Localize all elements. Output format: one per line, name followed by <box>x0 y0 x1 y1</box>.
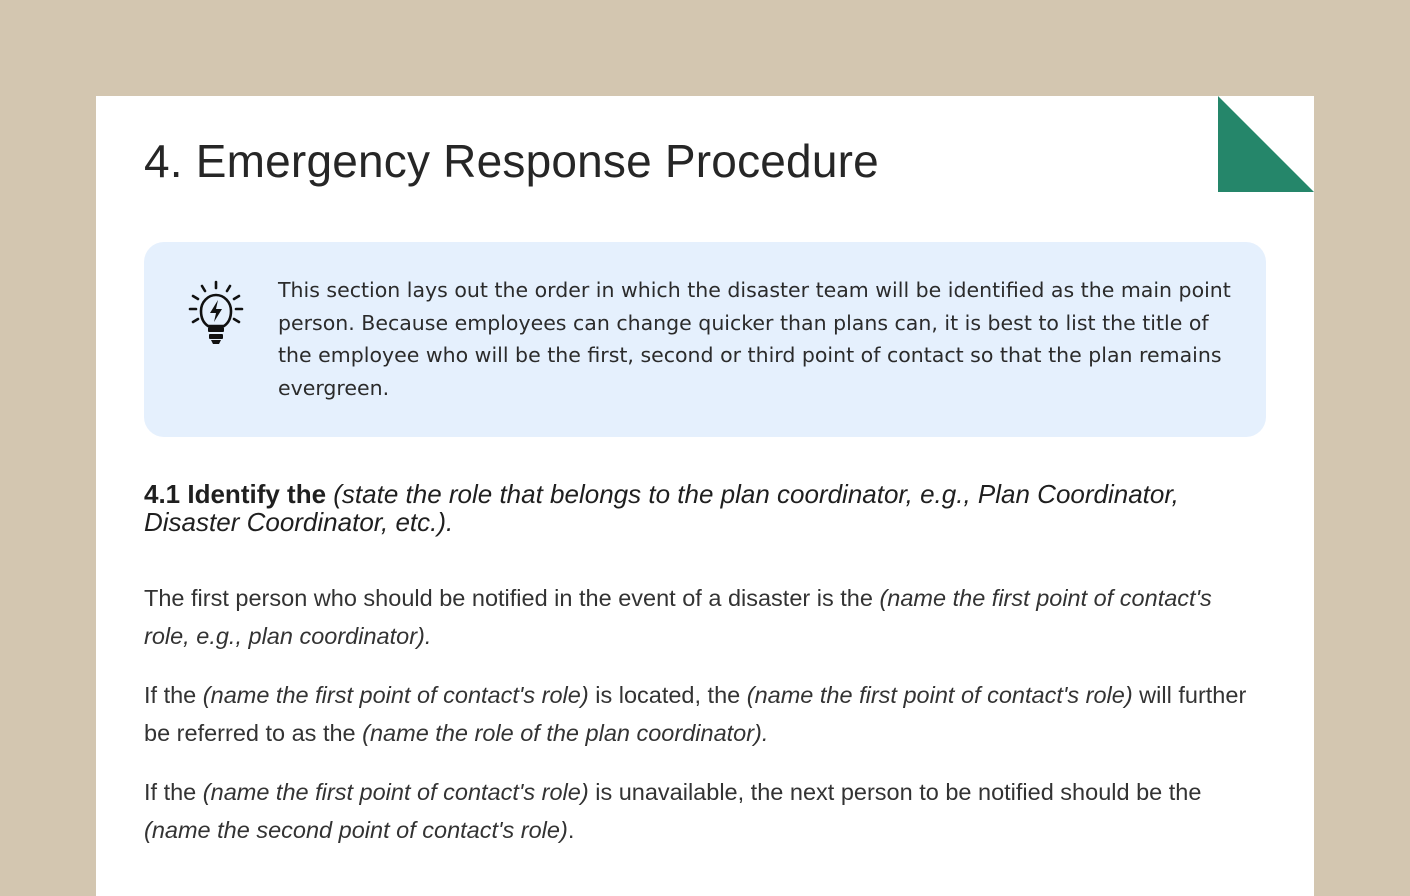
text: If the <box>144 779 203 805</box>
text: . <box>567 816 575 843</box>
placeholder: (name the second point of contact's role) <box>144 816 568 843</box>
document-page <box>96 96 1314 896</box>
paragraph-contact-located <box>144 677 1254 752</box>
section-4-1-heading <box>144 480 1194 536</box>
heading-placeholder: (state the role that belongs to the plan coordinator, e.g., Plan Coordinator, Disaster Coordinator, etc.). <box>144 479 1179 537</box>
tip-text: This section lays out the order in which the disaster team will be identified as the main point person. Because employees can change quicker than plans can, it is best to list the title of the employee who will be the first, second or third point of contact so that the plan remains evergreen. <box>278 278 1231 400</box>
text: is unavailable, the next person to be notified should be the <box>588 779 1202 805</box>
placeholder: (name the role of the plan coordinator). <box>362 719 769 746</box>
placeholder: (name the first point of contact's role) <box>746 682 1133 708</box>
lightbulb-icon <box>188 280 244 346</box>
paragraph-first-contact <box>144 580 1254 655</box>
text: will further be referred to as the <box>144 682 1247 746</box>
heading-bold: 4.1 Identify the <box>144 479 334 509</box>
text: If the <box>144 682 203 708</box>
text: is located, the <box>588 682 747 708</box>
page-corner-fold <box>1218 96 1314 192</box>
paragraph-contact-unavailable <box>144 774 1254 849</box>
page-title: 4. Emergency Response Procedure <box>144 135 879 187</box>
placeholder: (name the first point of contact's role) <box>202 682 589 708</box>
text: The first person who should be notified in the event of a disaster is the <box>144 585 880 611</box>
placeholder: (name the first point of contact's role, e.g., plan coordinator). <box>144 585 1212 649</box>
tip-callout <box>144 242 1266 437</box>
placeholder: (name the first point of contact's role) <box>202 779 589 805</box>
